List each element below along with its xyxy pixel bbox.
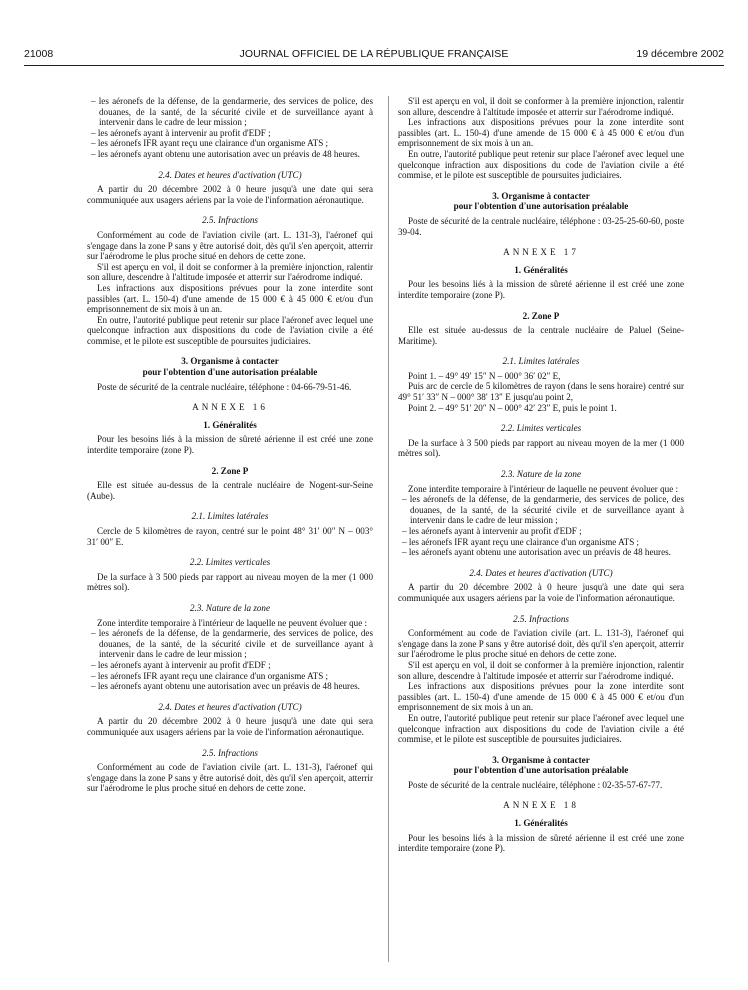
paragraph: Poste de sécurité de la centrale nucléaire, téléphone : 02-35-57-67-77. — [408, 779, 663, 790]
paragraph: Pour les besoins liés à la mission de sûreté aérienne il est créé une zone interdite temporaire (zone P). — [398, 279, 684, 300]
section-heading: 2.5. Infractions — [202, 215, 258, 226]
section-heading: 1. Généralités — [514, 818, 568, 829]
section-heading: 2.2. Limites verticales — [189, 557, 271, 568]
section-heading: 2.3. Nature de la zone — [190, 602, 270, 613]
paragraph: S'il est aperçu en vol, il doit se conformer à la première injonction, ralentir son allure, descendre à l'altitude imposée et atterrir sur l'aérodrome indiqué. — [87, 261, 373, 283]
issue-date: 19 décembre 2002 — [636, 48, 724, 60]
list-item: – les aéronefs IFR ayant reçu une clairance d'un organisme ATS ; — [402, 536, 640, 547]
paragraph: Poste de sécurité de la centrale nucléaire, téléphone : 04-66-79-51-46. — [97, 381, 352, 392]
section-heading: 1. Généralités — [514, 264, 568, 275]
paragraph: Conformément au code de l'aviation civile (art. L. 131-3), l'aéronef qui s'engage dans la zone P sans y être autorisé doit, dès qu'il s'en aperçoit, atterrir sur l'aérodrome le plus proche situé en dehors de cette zone. — [87, 229, 373, 262]
paragraph: Elle est située au-dessus de la centrale nucléaire de Paluel (Seine-Maritime). — [398, 325, 684, 346]
paragraph: Les infractions aux dispositions prévues pour la zone interdite sont passibles (art. L. 150-4) d'une amende de 15 000 € à 45 000 € et/ou d'un emprisonnement de six mois à un an. — [87, 282, 373, 315]
page-number: 21008 — [24, 48, 54, 60]
section-heading: 3. Organisme à contacter — [181, 356, 279, 367]
paragraph: A partir du 20 décembre 2002 à 0 heure jusqu'à une date qui sera communiquée aux usagers aériens par la voie de l'information aéronautique. — [398, 582, 684, 603]
list-item: – les aéronefs de la défense, de la gendarmerie, des services de police, des douanes, de la santé, de la sécurité civile et de surveillance ayant à intervenir dans le cadre de leur mission ; — [91, 96, 373, 128]
paragraph: Elle est située au-dessus de la centrale nucléaire de Nogent-sur-Seine (Aube). — [87, 480, 373, 501]
list-item: – les aéronefs IFR ayant reçu une clairance d'un organisme ATS ; — [91, 138, 329, 149]
section-heading: 3. Organisme à contacter — [492, 754, 590, 765]
page-header — [24, 46, 724, 64]
header-rule — [24, 65, 724, 66]
journal-title: JOURNAL OFFICIEL DE LA RÉPUBLIQUE FRANÇAISE — [239, 48, 509, 60]
section-heading: 2.2. Limites verticales — [500, 423, 582, 434]
paragraph: Poste de sécurité de la centrale nucléaire, téléphone : 03-25-25-60-60, poste 39-04. — [398, 215, 684, 237]
paragraph: De la surface à 3 500 pieds par rapport au niveau moyen de la mer (1 000 mètres sol). — [87, 571, 373, 593]
paragraph: A partir du 20 décembre 2002 à 0 heure jusqu'à une date qui sera communiquée aux usagers aériens par la voie de l'information aéronautique. — [87, 184, 373, 205]
list-item: – les aéronefs ayant à intervenir au profit d'EDF ; — [91, 659, 271, 670]
paragraph: Les infractions aux dispositions prévues pour la zone interdite sont passibles (art. L. 150-4) d'une amende de 15 000 € à 45 000 € et/ou d'un emprisonnement de six mois à un an. — [398, 117, 684, 149]
annex-title: ANNEXE 18 — [503, 800, 579, 811]
list-item: – les aéronefs ayant à intervenir au profit d'EDF ; — [402, 526, 582, 536]
paragraph: Puis arc de cercle de 5 kilomètres de rayon (dans le sens horaire) centré sur 49° 51′ 33″ N – 000° 38′ 13″ E jusqu'au point 2, — [398, 381, 684, 403]
section-heading: pour l'obtention d'une autorisation préalable — [453, 201, 629, 212]
annex-title: ANNEXE 17 — [503, 247, 579, 258]
section-heading: 1. Généralités — [203, 419, 257, 430]
paragraph: En outre, l'autorité publique peut retenir sur place l'aéronef avec lequel une quelconque infraction aux dispositions du code de l'aviation civile a été commise, et le pilote est susceptible de poursuites judiciaires. — [87, 314, 373, 346]
list-item: – les aéronefs ayant obtenu une autorisation avec un préavis de 48 heures. — [402, 547, 671, 558]
section-heading: pour l'obtention d'une autorisation préalable — [453, 765, 629, 776]
list-item: – les aéronefs ayant obtenu une autorisation avec un préavis de 48 heures. — [91, 681, 360, 692]
list-item: – les aéronefs de la défense, de la gendarmerie, des services de police, des douanes, de la santé, de la sécurité civile et de surveillance ayant à intervenir dans le cadre de leur mission ; — [402, 494, 684, 526]
paragraph: Point 2. – 49° 51′ 20″ N – 000° 42′ 23″ E, puis le point 1. — [408, 402, 617, 413]
paragraph: Pour les besoins liés à la mission de sûreté aérienne il est créé une zone interdite temporaire (zone P). — [398, 832, 684, 854]
paragraph: En outre, l'autorité publique peut retenir sur place l'aéronef avec lequel une quelconque infraction aux dispositions du code de l'aviation civile a été commise, et le pilote est susceptible de poursuites judiciaires. — [398, 148, 684, 181]
section-heading: 2.5. Infractions — [513, 613, 569, 624]
section-heading: 2.3. Nature de la zone — [501, 469, 581, 480]
section-heading: 3. Organisme à contacter — [492, 190, 590, 201]
section-heading: 2.4. Dates et heures d'activation (UTC) — [158, 701, 302, 712]
paragraph: De la surface à 3 500 pieds par rapport au niveau moyen de la mer (1 000 mètres sol). — [398, 437, 684, 459]
section-heading: 2.4. Dates et heures d'activation (UTC) — [158, 169, 302, 180]
paragraph: Zone interdite temporaire à l'intérieur de laquelle ne peuvent évoluer que : — [97, 617, 368, 628]
paragraph: Pour les besoins liés à la mission de sûreté aérienne il est créé une zone interdite temporaire (zone P). — [87, 434, 373, 456]
right-column — [398, 96, 684, 854]
paragraph: Conformément au code de l'aviation civile (art. L. 131-3), l'aéronef qui s'engage dans la zone P sans y être autorisé doit, dès qu'il s'en aperçoit, atterrir sur l'aérodrome le plus proche situé en dehors de cette zone. — [398, 628, 684, 660]
paragraph: S'il est aperçu en vol, il doit se conformer à la première injonction, ralentir son allure, descendre à l'altitude imposée et atterrir sur l'aérodrome indiqué. — [398, 96, 684, 117]
list-item: – les aéronefs ayant à intervenir au profit d'EDF ; — [91, 127, 271, 138]
section-heading: 2.5. Infractions — [202, 747, 258, 758]
section-heading: 2.1. Limites latérales — [191, 511, 269, 522]
annex-title: ANNEXE 16 — [192, 402, 268, 413]
paragraph: A partir du 20 décembre 2002 à 0 heure jusqu'à une date qui sera communiquée aux usagers aériens par la voie de l'information aéronautique. — [87, 716, 373, 737]
paragraph: Point 1. – 49° 49′ 15″ N – 000° 36′ 02″ E, — [408, 370, 561, 381]
list-item: – les aéronefs IFR ayant reçu une clairance d'un organisme ATS ; — [91, 670, 329, 681]
paragraph: Cercle de 5 kilomètres de rayon, centré sur le point 48° 31′ 00″ N – 003° 31′ 00″ E. — [87, 526, 373, 547]
column-separator — [388, 96, 389, 962]
paragraph: En outre, l'autorité publique peut retenir sur place l'aéronef avec lequel une quelconque infraction aux dispositions du code de l'aviation civile a été commise, et le pilote est susceptible de poursuites judiciaires. — [398, 712, 684, 745]
section-heading: 2.1. Limites latérales — [502, 356, 580, 367]
section-heading: 2.4. Dates et heures d'activation (UTC) — [469, 567, 613, 578]
paragraph: Les infractions aux dispositions prévues pour la zone interdite sont passibles (art. L. 150-4) d'une amende de 15 000 € à 45 000 € et/ou d'un emprisonnement de six mois à un an. — [398, 681, 684, 713]
list-item: – les aéronefs ayant obtenu une autorisation avec un préavis de 48 heures. — [91, 148, 360, 159]
list-item: – les aéronefs de la défense, de la gendarmerie, des services de police, des douanes, de la santé, de la sécurité civile et de surveillance ayant à intervenir dans le cadre de leur mission ; — [91, 628, 373, 660]
section-heading: pour l'obtention d'une autorisation préalable — [142, 367, 318, 378]
section-heading: 2. Zone P — [211, 465, 249, 476]
paragraph: Conformément au code de l'aviation civile (art. L. 131-3), l'aéronef qui s'engage dans la zone P sans y être autorisé doit, dès qu'il s'en aperçoit, atterrir sur l'aérodrome le plus proche situé en dehors de cette zone. — [87, 762, 373, 794]
paragraph: Zone interdite temporaire à l'intérieur de laquelle ne peuvent évoluer que : — [408, 483, 679, 494]
left-column — [87, 96, 373, 794]
section-heading: 2. Zone P — [522, 310, 560, 321]
paragraph: S'il est aperçu en vol, il doit se conformer à la première injonction, ralentir son allure, descendre à l'altitude imposée et atterrir sur l'aérodrome indiqué. — [398, 659, 684, 681]
